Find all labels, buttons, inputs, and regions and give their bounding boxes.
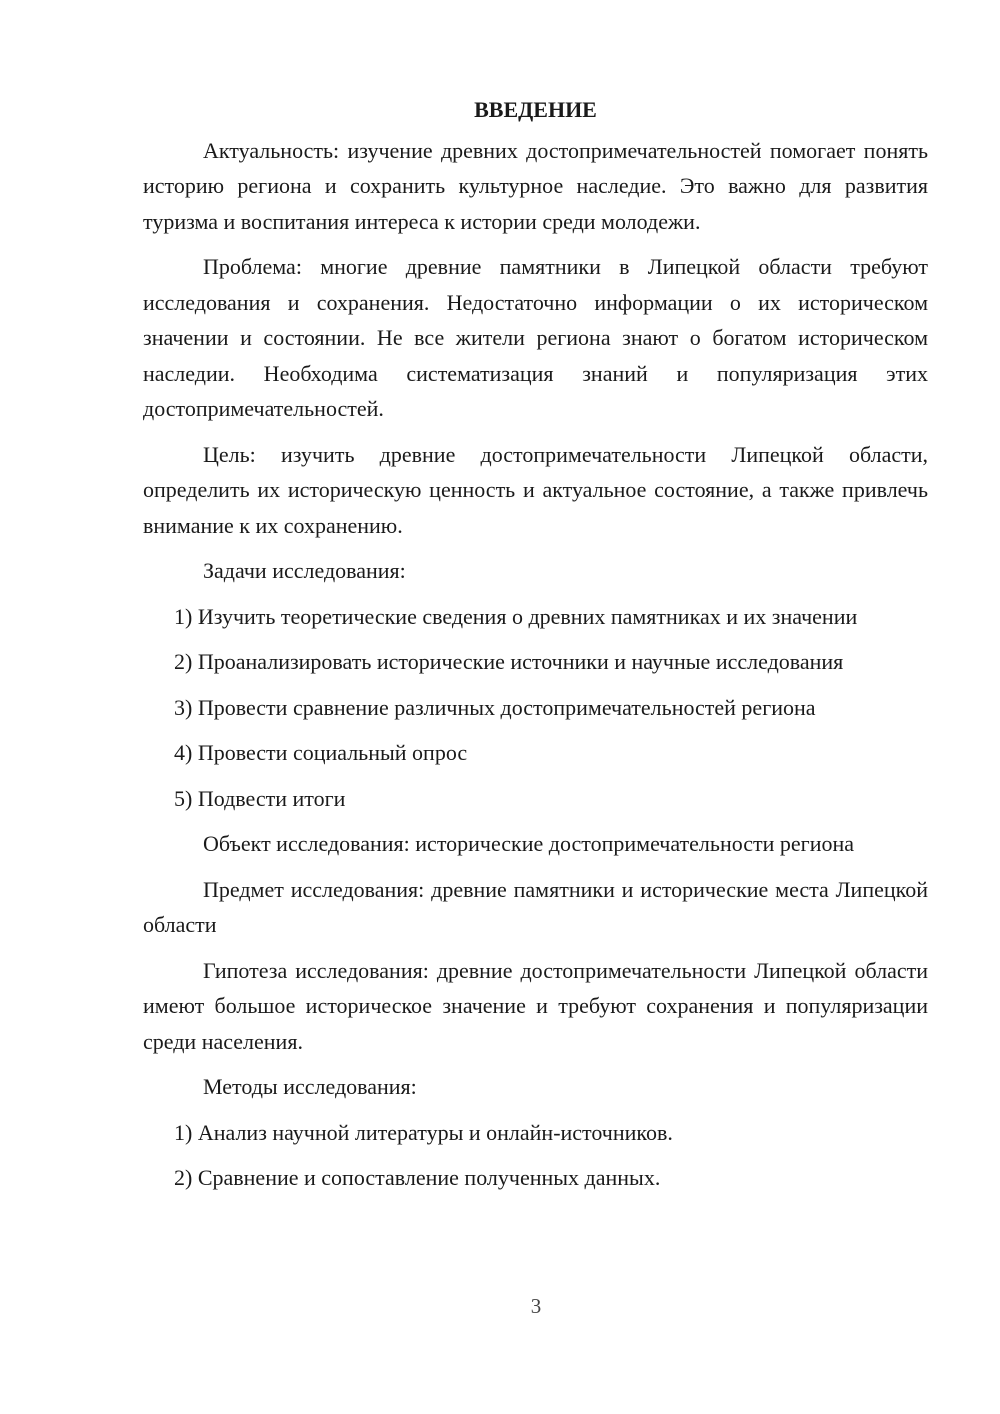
methods-label: Методы исследования: xyxy=(203,1074,417,1099)
object-paragraph: Объект исследования: исторические достопримечательности региона xyxy=(203,831,855,856)
methods-list xyxy=(143,1115,928,1196)
list-item: 5) Подвести итоги xyxy=(174,785,346,811)
list-item: 2) Проанализировать исторические источники и научные исследования xyxy=(174,649,844,674)
list-item: 4) Провести социальный опрос xyxy=(174,740,468,765)
list-item: 3) Провести сравнение различных достопримечательностей региона xyxy=(174,694,816,720)
list-item: 1) Изучить теоретические сведения о древних памятниках и их значении xyxy=(174,603,858,629)
tasks-list xyxy=(143,599,928,817)
problem-paragraph: Проблема: многие древние памятники в Липецкой области требуют исследования и сохранения. Недостаточно информации о их историческом значении и состоянии. Не все жители региона знают о богатом историческом наследии. Необходима систематизация знаний и популяризация этих достопримечательностей. xyxy=(143,254,928,421)
list-item: 2) Сравнение и сопоставление полученных данных. xyxy=(174,1165,661,1190)
tasks-label: Задачи исследования: xyxy=(203,558,406,583)
page-number: 3 xyxy=(530,1294,542,1318)
goal-paragraph: Цель: изучить древние достопримечательности Липецкой области, определить их историческую ценность и актуальное состояние, а также привлечь внимание к их сохранению. xyxy=(143,441,928,538)
document-page xyxy=(143,92,928,1206)
hypothesis-paragraph: Гипотеза исследования: древние достопримечательности Липецкой области имеют большое историческое значение и требуют сохранения и популяризации среди населения. xyxy=(143,957,928,1054)
list-item: 1) Анализ научной литературы и онлайн-источников. xyxy=(174,1119,673,1145)
relevance-paragraph: Актуальность: изучение древних достопримечательностей помогает понять историю региона и сохранить культурное наследие. Это важно для развития туризма и воспитания интереса к истории среди молодежи. xyxy=(143,137,928,234)
subject-paragraph: Предмет исследования: древние памятники и исторические места Липецкой области xyxy=(143,876,928,937)
page-title: ВВЕДЕНИЕ xyxy=(474,97,597,122)
